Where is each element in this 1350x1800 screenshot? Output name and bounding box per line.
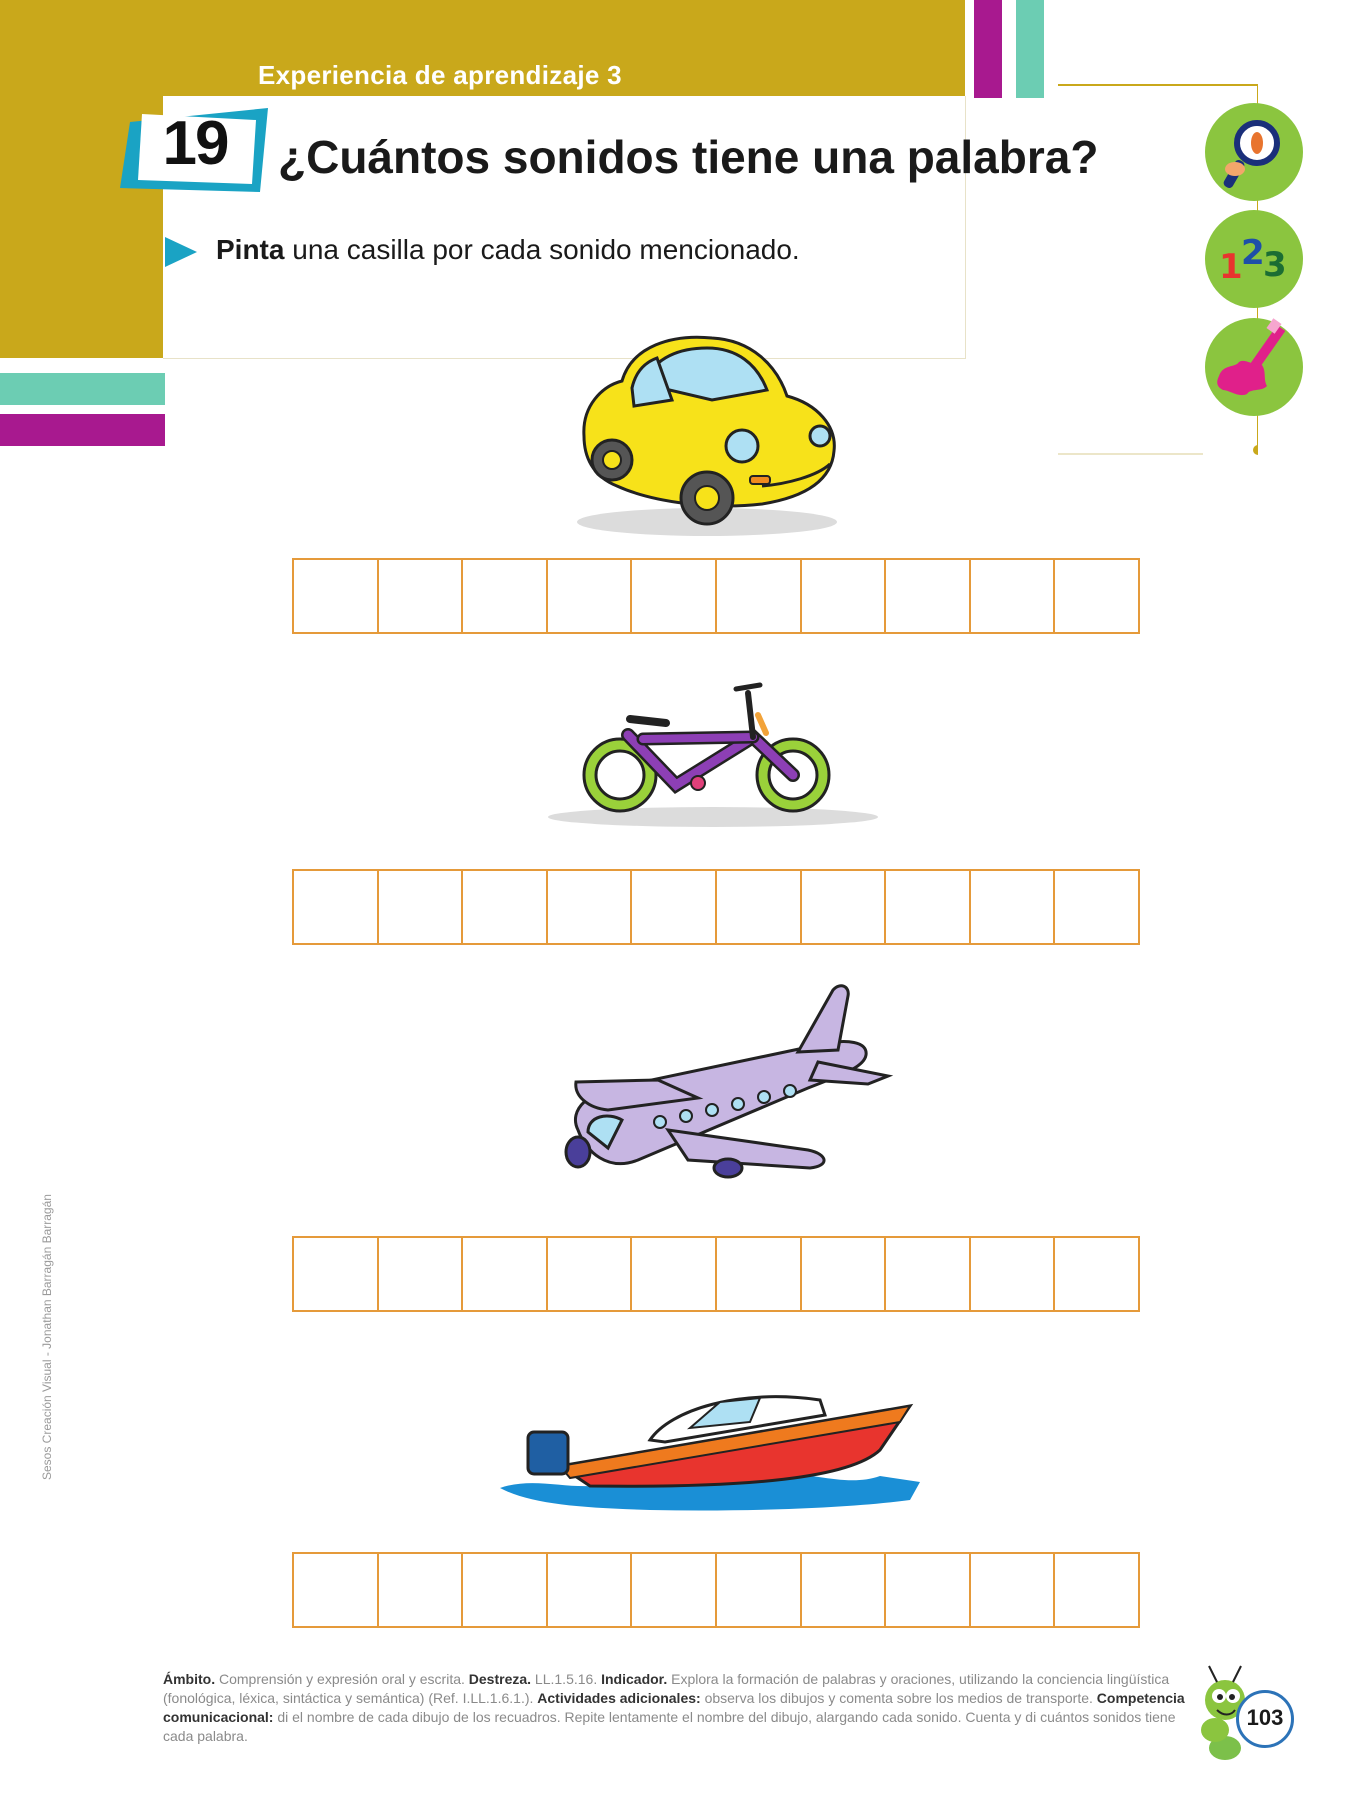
sound-boxes-airplane [292,1236,1140,1312]
sound-box[interactable] [548,1238,633,1310]
sound-box[interactable] [802,1238,887,1310]
sound-boxes-bicycle [292,869,1140,945]
sound-box[interactable] [971,560,1056,632]
illustration-credit: Sesos Creación Visual - Jonathan Barragán Barragán [40,1194,54,1480]
instruction-verb: Pinta [216,234,285,265]
sound-box[interactable] [379,1238,464,1310]
destreza-text: LL.1.5.16. [531,1671,602,1687]
competencia-text: di el nombre de cada dibujo de los recuadros. Repite lentamente el nombre del dibujo, alargando cada sonido. Cuenta y di cuántos sonidos tiene cada palabra. [163,1709,1176,1744]
svg-text:2: 2 [1241,233,1265,273]
competencia-label: Competencia comunicacional: [163,1690,1185,1725]
magenta-stripe-horizontal [0,414,165,446]
ambito-label: Ámbito. [163,1671,216,1687]
sound-box[interactable] [379,1554,464,1626]
numbers-icon [1205,210,1303,308]
sound-box[interactable] [717,1238,802,1310]
sound-box[interactable] [717,1554,802,1626]
magnifier-icon [1205,103,1303,201]
sound-box[interactable] [294,560,379,632]
bicycle-picture [548,675,878,835]
experience-label: Experiencia de aprendizaje 3 [258,60,622,90]
destreza-label: Destreza. [468,1671,532,1687]
indicador-text: Explora la formación de palabras y oraciones, utilizando la conciencia lingüística (fonológica, léxica, sintáctica y semántica) (Ref. I.LL.1.6.1.). [163,1671,1170,1706]
actividades-text: observa los dibujos y comenta sobre los medios de transporte. [700,1690,1097,1706]
sound-box[interactable] [717,871,802,943]
page-number: 103 [1246,1705,1284,1730]
ambito-text: Comprensión y expresión oral y escrita. [215,1671,469,1687]
teal-stripe-vertical [1016,0,1044,98]
sound-box[interactable] [379,871,464,943]
sound-box[interactable] [802,560,887,632]
sound-box[interactable] [294,871,379,943]
sound-box[interactable] [294,1238,379,1310]
paint-icon [1205,318,1303,416]
sound-box[interactable] [886,871,971,943]
instruction-arrow-icon [163,235,199,269]
svg-text:1: 1 [1219,247,1243,287]
actividades-label: Actividades adicionales: [537,1690,701,1706]
sound-box[interactable] [379,560,464,632]
sound-box[interactable] [632,1554,717,1626]
sound-box[interactable] [802,1554,887,1626]
sound-box[interactable] [294,1554,379,1626]
sound-box[interactable] [548,1554,633,1626]
indicador-label: Indicador. [601,1671,668,1687]
boat-picture [500,1370,920,1520]
teacher-notes [163,1670,1188,1746]
sound-box[interactable] [632,560,717,632]
sound-box[interactable] [632,871,717,943]
sound-box[interactable] [971,1238,1056,1310]
instruction-rest: una casilla por cada sonido mencionado. [284,234,800,265]
sound-box[interactable] [1055,1238,1138,1310]
lesson-title: ¿Cuántos sonidos tiene una palabra? [278,131,1099,183]
airplane-picture [548,980,898,1210]
teal-stripe-horizontal [0,373,165,405]
sound-boxes-car [292,558,1140,634]
sound-box[interactable] [717,560,802,632]
sound-box[interactable] [1055,1554,1138,1626]
sound-box[interactable] [886,1554,971,1626]
svg-text:3: 3 [1263,245,1287,285]
instruction-text [216,234,800,266]
sound-box[interactable] [548,871,633,943]
sound-box[interactable] [463,871,548,943]
sound-box[interactable] [632,1238,717,1310]
lesson-number: 19 [162,109,228,178]
sound-box[interactable] [886,560,971,632]
sound-box[interactable] [548,560,633,632]
sound-box[interactable] [971,1554,1056,1626]
sound-box[interactable] [1055,560,1138,632]
sound-box[interactable] [886,1238,971,1310]
magenta-stripe-vertical [974,0,1002,98]
sound-box[interactable] [1055,871,1138,943]
sound-box[interactable] [463,1554,548,1626]
sound-box[interactable] [463,1238,548,1310]
sound-box[interactable] [802,871,887,943]
sound-boxes-boat [292,1552,1140,1628]
car-picture [562,326,852,546]
sound-box[interactable] [971,871,1056,943]
sound-box[interactable] [463,560,548,632]
